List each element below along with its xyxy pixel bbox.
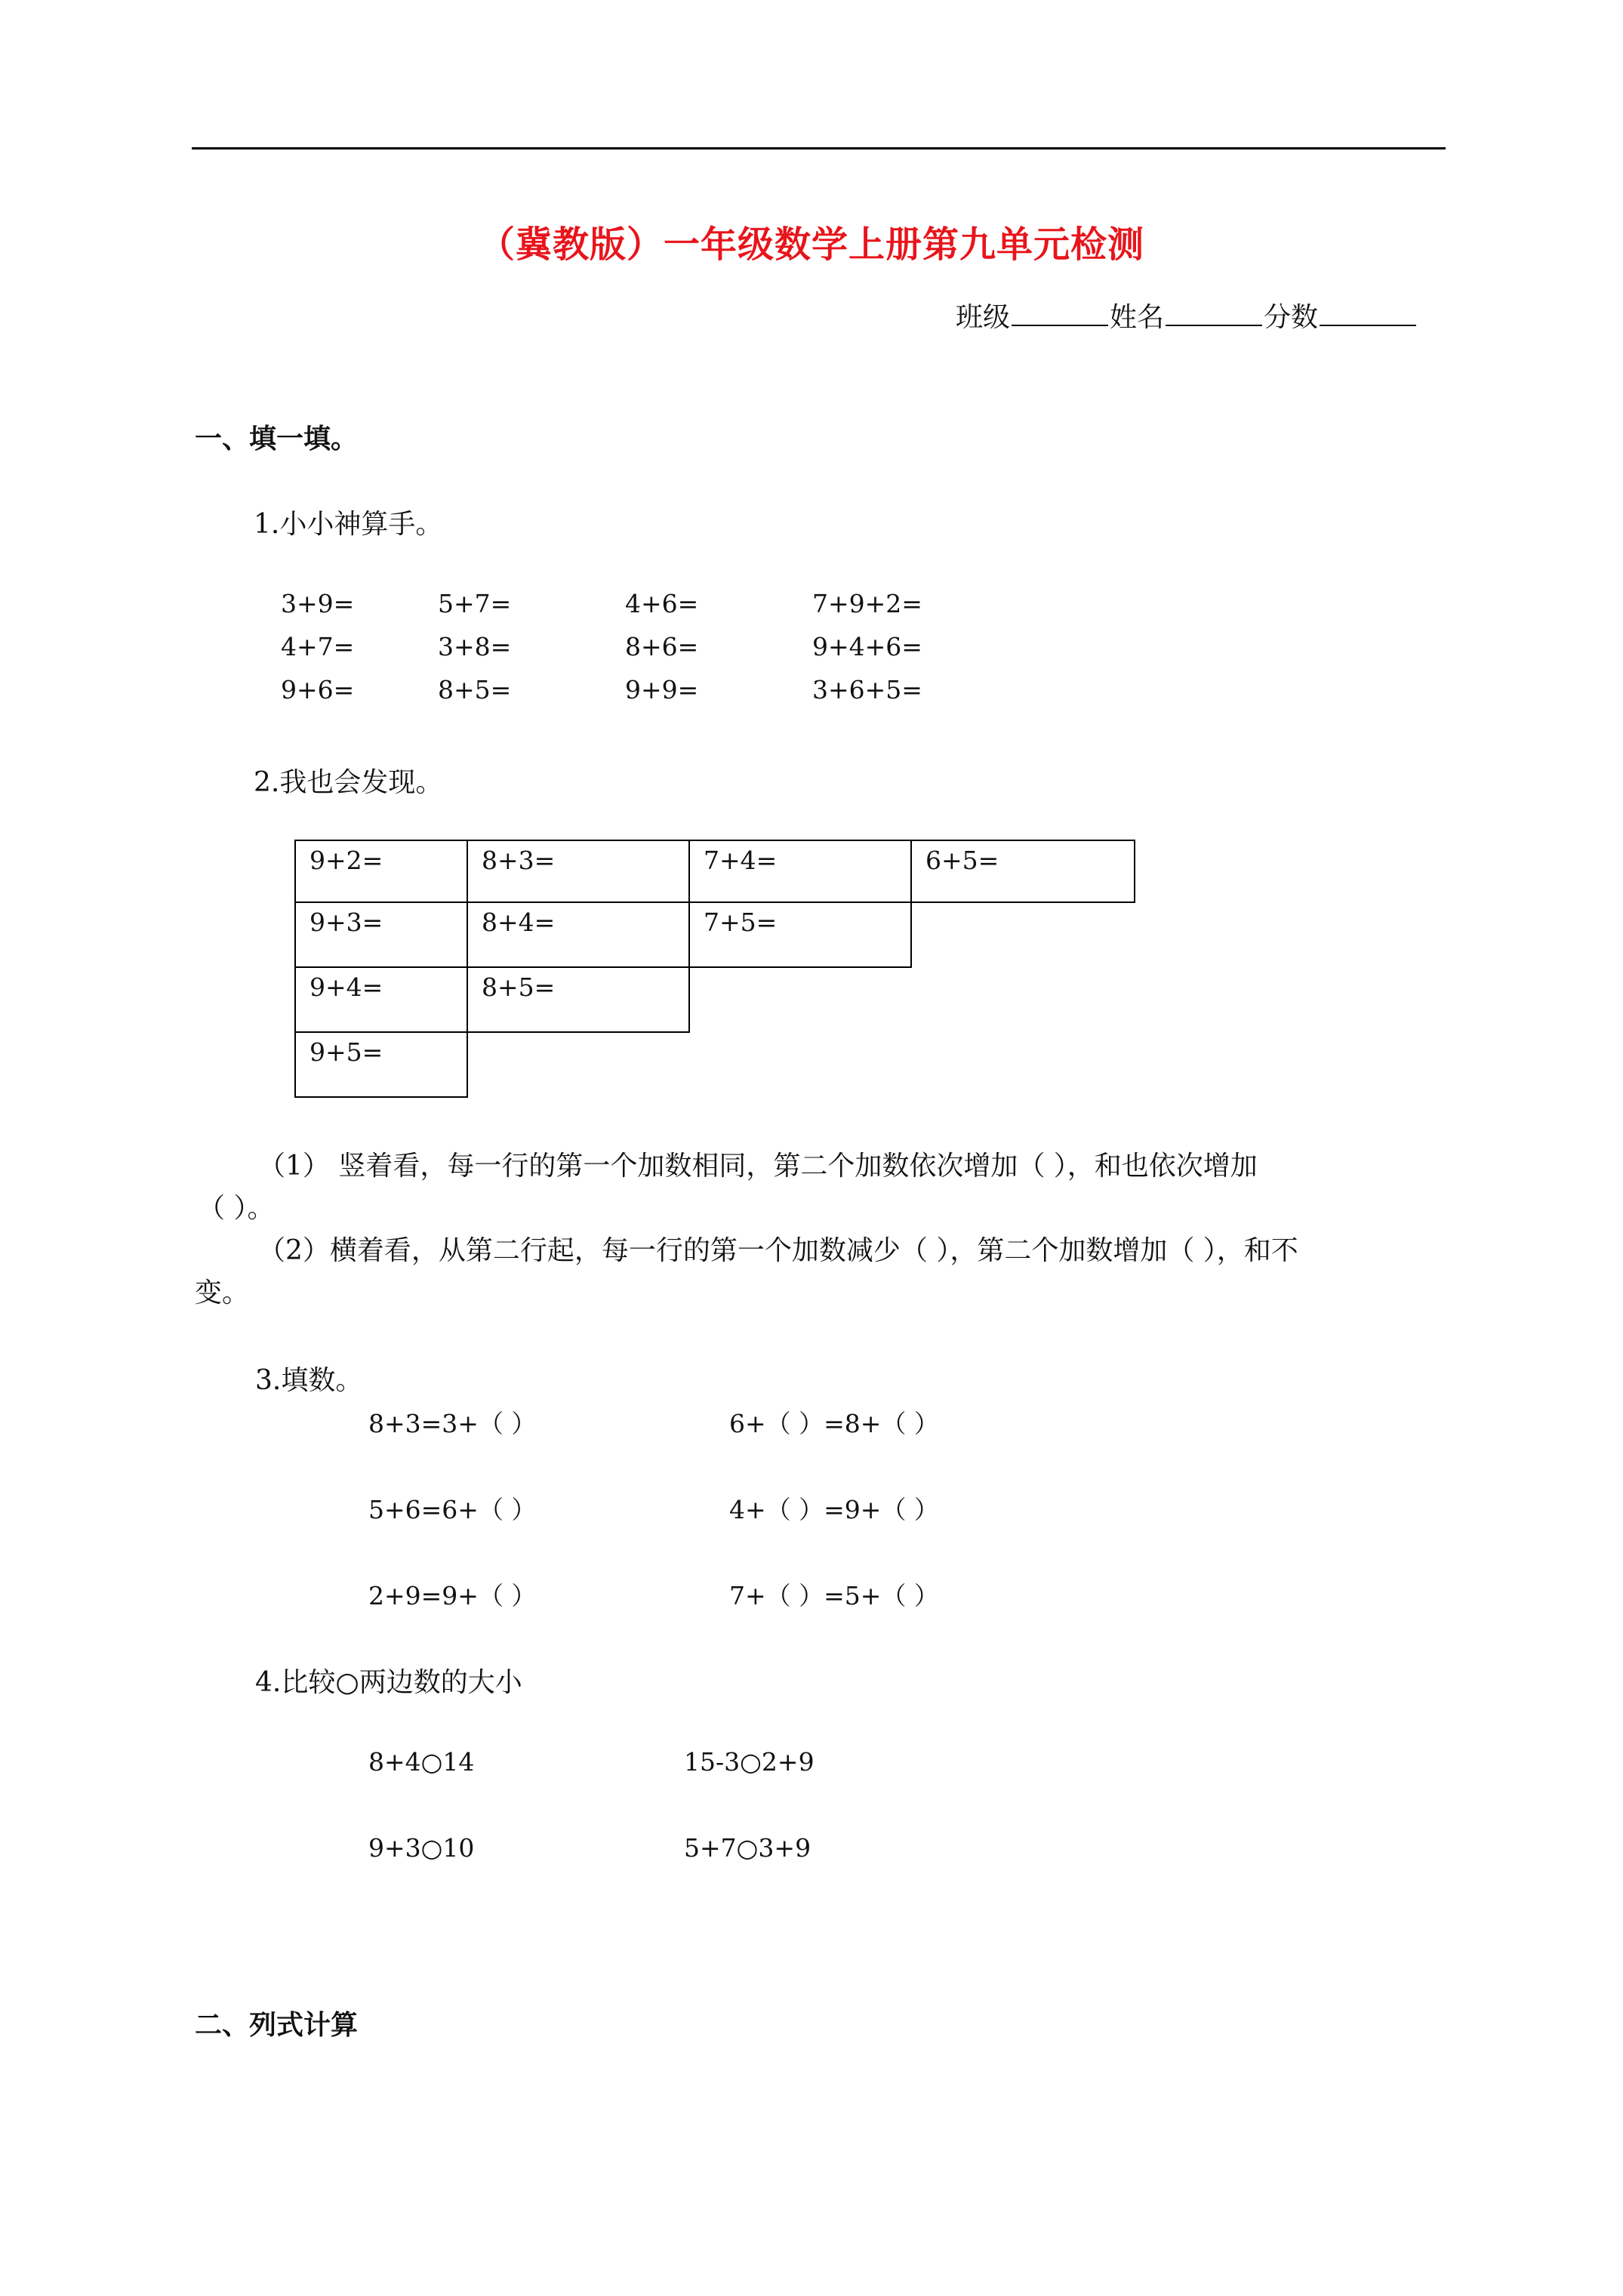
table-cell: 9+2= [294, 840, 468, 903]
q1-eq: 3+9= [281, 589, 355, 618]
q1-eq: 7+9+2= [812, 589, 922, 618]
table-cell: 8+5= [467, 966, 690, 1033]
q4-compare: 8+4○14 [368, 1747, 475, 1777]
q3-eq: 4+（ ）=9+（ ） [729, 1495, 939, 1524]
student-info [956, 296, 1418, 334]
q4-label: 4.比较○两边数的大小 [255, 1667, 522, 1698]
q1-eq: 3+6+5= [812, 675, 922, 704]
q2-part1-line2: （ ）。 [198, 1193, 275, 1224]
table-cell: 8+4= [467, 901, 690, 968]
table-cell: 7+5= [688, 901, 912, 968]
q1-eq: 5+7= [438, 589, 512, 618]
q3-label: 3.填数。 [255, 1365, 363, 1396]
q1-eq: 8+6= [625, 632, 699, 661]
q2-part1-line1: （1） 竖着看，每一行的第一个加数相同，第二个加数依次增加（ ），和也依次增加 [258, 1151, 1258, 1182]
q2-part2-line1: （2）横着看，从第二行起，每一行的第一个加数减少（ ），第二个加数增加（ ），和不 [258, 1235, 1298, 1266]
q4-compare: 15-3○2+9 [684, 1747, 815, 1777]
q3-eq: 8+3=3+（ ） [368, 1409, 537, 1438]
name-label: 姓名 [1110, 302, 1165, 333]
q4-compare: 9+3○10 [368, 1833, 475, 1863]
q2-label: 2.我也会发现。 [254, 767, 443, 798]
header-rule [192, 147, 1446, 149]
q3-eq: 2+9=9+（ ） [368, 1581, 537, 1610]
section-2-heading: 二、列式计算 [195, 2010, 359, 2041]
page-title: （冀教版）一年级数学上册第九单元检测 [478, 223, 1144, 266]
q2-part2-line2: 变。 [195, 1277, 250, 1308]
table-cell: 6+5= [910, 840, 1135, 903]
q1-eq: 8+5= [438, 675, 512, 704]
q1-eq: 3+8= [438, 632, 512, 661]
q1-eq: 4+7= [281, 632, 355, 661]
q1-eq: 9+4+6= [812, 632, 922, 661]
q3-eq: 6+（ ）=8+（ ） [729, 1409, 939, 1438]
score-label: 分数 [1264, 302, 1319, 333]
table-cell: 9+4= [294, 966, 468, 1033]
q1-eq: 9+6= [281, 675, 355, 704]
table-cell: 9+3= [294, 901, 468, 968]
class-blank[interactable] [1012, 302, 1108, 326]
q3-eq: 7+（ ）=5+（ ） [729, 1581, 939, 1610]
table-cell: 9+5= [294, 1031, 468, 1098]
q1-label: 1.小小神算手。 [254, 509, 443, 540]
q1-eq: 4+6= [625, 589, 699, 618]
q1-eq: 9+9= [625, 675, 699, 704]
table-cell: 8+3= [467, 840, 690, 903]
class-label: 班级 [956, 302, 1011, 333]
table-cell: 7+4= [688, 840, 912, 903]
section-1-heading: 一、填一填。 [195, 424, 359, 455]
q3-eq: 5+6=6+（ ） [368, 1495, 537, 1524]
score-blank[interactable] [1320, 302, 1416, 326]
q4-compare: 5+7○3+9 [684, 1833, 812, 1863]
name-blank[interactable] [1166, 302, 1262, 326]
